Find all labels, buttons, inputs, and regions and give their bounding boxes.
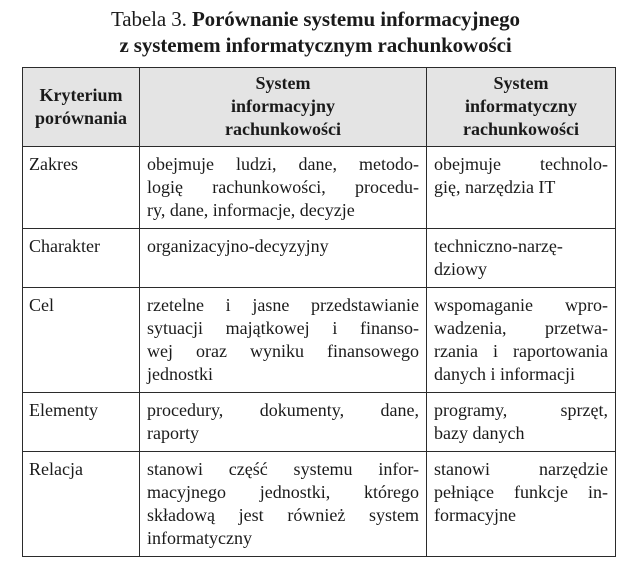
it-system-text (434, 153, 608, 199)
information-system-text-line: organizacyjno-decyzyjny (147, 236, 329, 256)
header-information-system (140, 68, 427, 147)
caption-line-1 (0, 6, 631, 32)
it-system-cell (427, 229, 616, 288)
criterion-cell: Charakter (23, 229, 140, 288)
header-row (23, 68, 616, 147)
header-it-system-text (431, 72, 611, 141)
caption-title-1: Porównanie systemu informacyjnego (191, 7, 520, 31)
header-it-system-text-line: System (493, 73, 549, 93)
it-system-cell (427, 147, 616, 229)
it-system-text (434, 458, 608, 527)
information-system-text-line: informatyczny (147, 528, 252, 548)
information-system-text-line: stanowi część systemu infor- (147, 459, 419, 479)
criterion-cell: Zakres (23, 147, 140, 229)
header-it-system-text-line: rachunkowości (462, 119, 579, 139)
information-system-text-line: jednostki (147, 364, 213, 384)
it-system-text-line: techniczno-narzę- (434, 236, 563, 256)
it-system-text (434, 235, 608, 281)
information-system-text-line: logię rachunkowości, procedu- (147, 177, 419, 197)
criterion-cell: Relacja (23, 452, 140, 557)
information-system-text (147, 458, 419, 550)
caption-title-2: z systemem informatycznym rachunkowości (119, 33, 512, 57)
header-criterion-text (27, 84, 135, 130)
header-it-system (427, 68, 616, 147)
information-system-text-line: wej oraz wyniku finansowego (147, 341, 419, 361)
information-system-text-line: macyjnego jednostki, którego (147, 482, 419, 502)
header-criterion (23, 68, 140, 147)
information-system-text-line: raporty (147, 423, 199, 443)
it-system-cell (427, 288, 616, 393)
information-system-cell (140, 452, 427, 557)
it-system-cell (427, 452, 616, 557)
information-system-cell (140, 229, 427, 288)
it-system-text-line: dziowy (434, 259, 487, 279)
it-system-text-line: formacyjne (434, 505, 516, 525)
header-information-system-text-line: informacyjny (231, 96, 335, 116)
it-system-text-line: obejmuje technolo- (434, 154, 608, 174)
header-information-system-text-line: rachunkowości (224, 119, 341, 139)
table-row (23, 147, 616, 229)
information-system-text-line: składową jest również system (147, 505, 419, 525)
it-system-text-line: gię, narzędzia IT (434, 177, 556, 197)
it-system-text-line: pełniące funkcje in- (434, 482, 608, 502)
information-system-cell (140, 288, 427, 393)
information-system-cell (140, 147, 427, 229)
header-it-system-text-line: informatyczny (465, 96, 577, 116)
it-system-text (434, 294, 608, 386)
criterion-cell: Cel (23, 288, 140, 393)
table-caption (0, 6, 631, 58)
information-system-text-line: procedury, dokumenty, dane, (147, 400, 419, 420)
it-system-text-line: programy, sprzęt, (434, 400, 608, 420)
it-system-text-line: danych i informacji (434, 364, 575, 384)
caption-line-2 (0, 32, 631, 58)
information-system-text (147, 153, 419, 222)
header-criterion-text-line: Kryterium (39, 84, 123, 105)
table-row (23, 288, 616, 393)
table-row (23, 393, 616, 452)
it-system-text (434, 399, 608, 445)
information-system-text (147, 235, 419, 258)
information-system-text-line: ry, dane, informacje, decyzje (147, 200, 355, 220)
table-row (23, 452, 616, 557)
criterion-cell: Elementy (23, 393, 140, 452)
table-row (23, 229, 616, 288)
information-system-text-line: rzetelne i jasne przedstawianie (147, 295, 419, 315)
it-system-text-line: rzania i raportowania (434, 341, 608, 361)
it-system-cell (427, 393, 616, 452)
caption-prefix: Tabela 3. (111, 7, 187, 31)
information-system-text-line: obejmuje ludzi, dane, metodo- (147, 154, 419, 174)
table-body (23, 147, 616, 557)
information-system-text (147, 294, 419, 386)
header-criterion-text-line: porównania (34, 107, 128, 128)
information-system-text-line: sytuacji majątkowej i finanso- (147, 318, 419, 338)
header-information-system-text-line: System (255, 73, 311, 93)
header-information-system-text (144, 72, 422, 141)
it-system-text-line: wadzenia, przetwa- (434, 318, 608, 338)
it-system-text-line: bazy danych (434, 423, 525, 443)
information-system-cell (140, 393, 427, 452)
information-system-text (147, 399, 419, 445)
comparison-table (22, 67, 616, 557)
it-system-text-line: wspomaganie wpro- (434, 295, 608, 315)
it-system-text-line: stanowi narzędzie (434, 459, 608, 479)
